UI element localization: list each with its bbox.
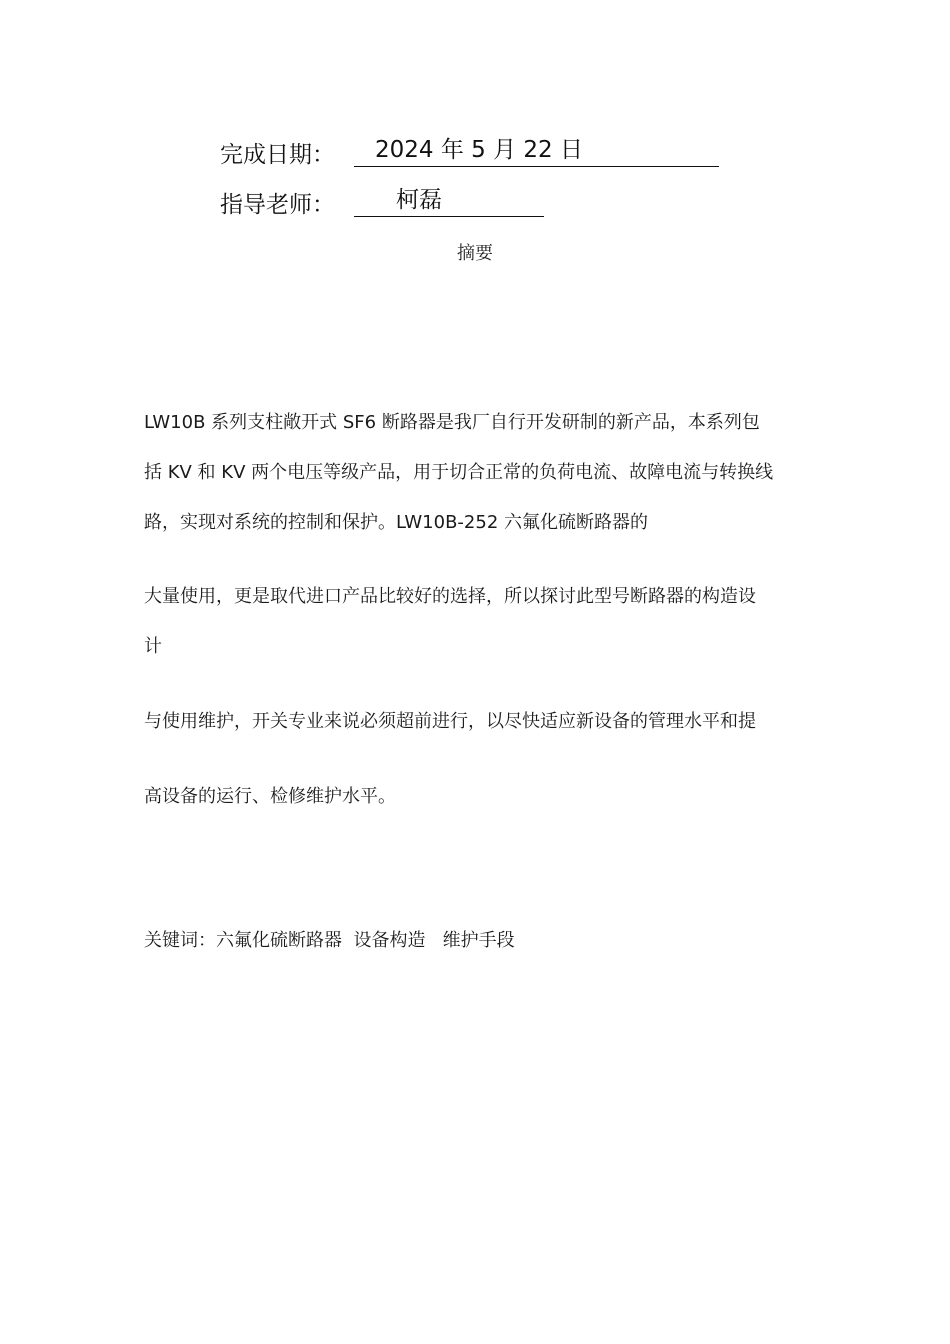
advisor-label: 指导老师： [220,192,335,218]
abstract-line: 大量使用，更是取代进口产品比较好的选择，所以探讨此型号断路器的构造设 [144,586,756,607]
completion-date-field [354,136,719,167]
completion-date-value: 2024 年 5 月 22 日 [375,137,583,163]
abstract-line: 与使用维护，开关专业来说必须超前进行，以尽快适应新设备的管理水平和提 [144,711,756,732]
abstract-line: 括 KV 和 KV 两个电压等级产品，用于切合正常的负荷电流、故障电流与转换线 [144,462,774,483]
abstract-line: 计 [144,636,162,657]
abstract-heading: 摘要 [457,243,493,264]
keywords: 关键词：六氟化硫断路器 设备构造 维护手段 [144,930,515,951]
abstract-line: 高设备的运行、检修维护水平。 [144,786,396,807]
completion-date-label: 完成日期： [220,142,335,168]
abstract-line: LW10B 系列支柱敞开式 SF6 断路器是我厂自行开发研制的新产品，本系列包 [144,412,760,433]
advisor-value: 柯磊 [396,187,442,213]
advisor-field [354,186,544,217]
abstract-line: 路，实现对系统的控制和保护。LW10B-252 六氟化硫断路器的 [144,512,648,533]
